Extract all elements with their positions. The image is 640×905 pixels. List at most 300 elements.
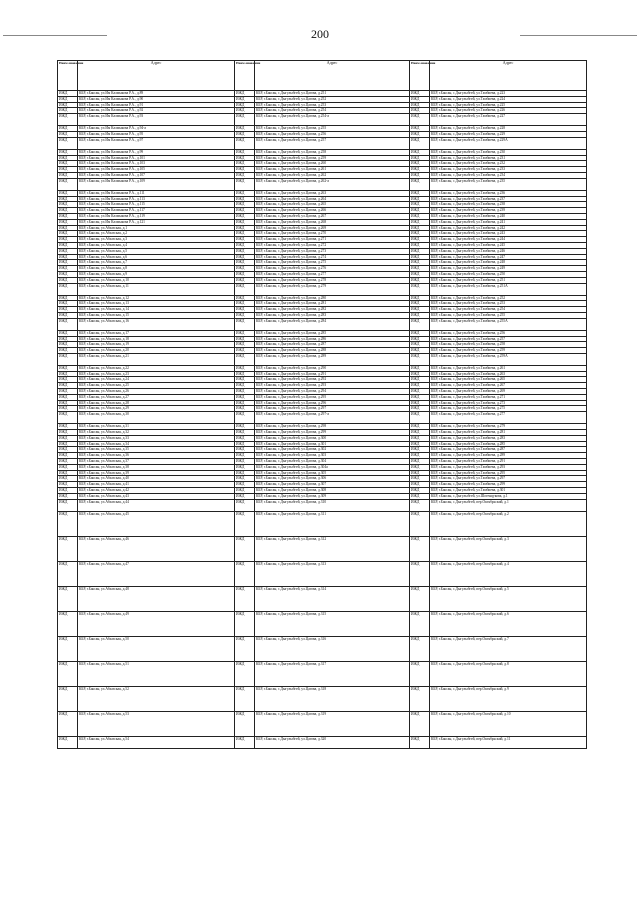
address-cell: КБР, г.Баксан, с.Дыгулыбгей, ул.Тамбиева, д.242 — [430, 225, 587, 231]
object-type-cell: ИЖД — [235, 301, 255, 307]
address-cell: КБР, г.Баксан, ул.Им Калмыкова Р.А., д.89 — [78, 91, 235, 97]
object-type-cell: ИЖД — [58, 91, 78, 97]
object-type-cell: ИЖД — [235, 482, 255, 488]
address-table — [57, 60, 587, 749]
address-cell: КБР, г.Баксан, с.Дыгулыбгей, ул.Цагова, д.260 — [255, 161, 410, 167]
object-type-cell: ИЖД — [58, 126, 78, 132]
object-type-cell: ИЖД — [410, 330, 430, 336]
address-cell: КБР, г.Баксан, с.Дыгулыбгей, ул.Тамбиева, д.301 — [430, 488, 587, 494]
object-type-cell: ИЖД — [410, 149, 430, 155]
object-type-cell: ИЖД — [235, 167, 255, 173]
address-cell: КБР, г.Баксан, ул.Абхазская, д.51 — [78, 661, 235, 686]
object-type-cell: ИЖД — [235, 307, 255, 313]
address-cell: КБР, г.Баксан, ул.Абхазская, д.22 — [78, 365, 235, 371]
table-row — [58, 586, 587, 611]
table-row — [58, 283, 587, 295]
object-type-cell: ИЖД — [235, 383, 255, 389]
object-type-cell: ИЖД — [58, 561, 78, 586]
column-header-address: Адрес — [430, 61, 587, 91]
table-row — [58, 736, 587, 748]
object-type-cell: ИЖД — [58, 412, 78, 424]
address-cell: КБР, г.Баксан, ул.Абхазская, д.23 — [78, 371, 235, 377]
object-type-cell: ИЖД — [410, 383, 430, 389]
address-cell: КБР, г.Баксан, с.Дыгулыбгей, ул.Тамбиева, д.230 — [430, 149, 587, 155]
address-cell: КБР, г.Баксан, с.Дыгулыбгей, ул.Цагова, д.291 — [255, 371, 410, 377]
address-cell: КБР, г.Баксан, с.Дыгулыбгей, пер.Октябрьский, д.1 — [430, 499, 587, 511]
object-type-cell: ИЖД — [410, 536, 430, 561]
address-cell: КБР, г.Баксан, с.Дыгулыбгей, пер.Октябрьский, д.11 — [430, 736, 587, 748]
object-type-cell: ИЖД — [235, 711, 255, 736]
address-cell: КБР, г.Баксан, ул.Абхазская, д.43 — [78, 493, 235, 499]
object-type-cell: ИЖД — [58, 353, 78, 365]
object-type-cell: ИЖД — [410, 91, 430, 97]
object-type-cell: ИЖД — [235, 371, 255, 377]
address-cell: КБР, г.Баксан, ул.Абхазская, д.32 — [78, 430, 235, 436]
address-cell: КБР, г.Баксан, ул.Им Калмыкова Р.А., д.121 — [78, 219, 235, 225]
address-cell: КБР, г.Баксан, с.Дыгулыбгей, ул.Тамбиева, д.227 — [430, 114, 587, 126]
object-type-cell: ИЖД — [410, 561, 430, 586]
address-cell: КБР, г.Баксан, с.Дыгулыбгей, ул.Цагова, д.252 — [255, 96, 410, 102]
object-type-cell: ИЖД — [58, 96, 78, 102]
address-cell: КБР, г.Баксан, ул.Абхазская, д.16 — [78, 318, 235, 330]
address-cell: КБР, г.Баксан, ул.Им Калмыкова Р.А., д.93 — [78, 114, 235, 126]
object-type-cell: ИЖД — [410, 464, 430, 470]
object-type-cell: ИЖД — [235, 248, 255, 254]
object-type-cell: ИЖД — [58, 736, 78, 748]
address-cell: КБР, г.Баксан, с.Дыгулыбгей, ул.Тамбиева, д.254 — [430, 307, 587, 313]
object-type-cell: ИЖД — [235, 686, 255, 711]
object-type-cell: ИЖД — [58, 377, 78, 383]
object-type-cell: ИЖД — [58, 464, 78, 470]
address-cell: КБР, г.Баксан, с.Дыгулыбгей, ул.Цагова, д.256 — [255, 131, 410, 137]
object-type-cell: ИЖД — [235, 389, 255, 395]
address-cell: КБР, г.Баксан, с.Дыгулыбгей, ул.Тамбиева, д.224 — [430, 96, 587, 102]
address-cell: КБР, г.Баксан, с.Дыгулыбгей, пер.Октябрьский, д.9 — [430, 686, 587, 711]
address-cell: КБР, г.Баксан, с.Дыгулыбгей, ул.Цагова, д.269 — [255, 225, 410, 231]
address-cell: КБР, г.Баксан, ул.Абхазская, д.19 — [78, 342, 235, 348]
object-type-cell: ИЖД — [235, 196, 255, 202]
address-cell: КБР, г.Баксан, с.Дыгулыбгей, ул.Цагова, д.305 — [255, 470, 410, 476]
address-cell: КБР, г.Баксан, с.Дыгулыбгей, ул.Тамбиева, д.295 — [430, 470, 587, 476]
object-type-cell: ИЖД — [235, 254, 255, 260]
object-type-cell: ИЖД — [58, 137, 78, 149]
address-cell: КБР, г.Баксан, с.Дыгулыбгей, ул.Цагова, д.293 — [255, 383, 410, 389]
address-cell: КБР, г.Баксан, с.Дыгулыбгей, ул.Цагова, д.316 — [255, 636, 410, 661]
object-type-cell: ИЖД — [235, 213, 255, 219]
object-type-cell: ИЖД — [410, 178, 430, 190]
address-cell: КБР, г.Баксан, с.Дыгулыбгей, ул.Цагова, д.307 — [255, 482, 410, 488]
address-cell: КБР, г.Баксан, с.Дыгулыбгей, ул.Цагова, д.265 — [255, 202, 410, 208]
address-cell: КБР, г.Баксан, с.Дыгулыбгей, ул.Цагова, д.286 — [255, 336, 410, 342]
object-type-cell: ИЖД — [235, 295, 255, 301]
table-row — [58, 686, 587, 711]
object-type-cell: ИЖД — [410, 371, 430, 377]
address-cell: КБР, г.Баксан, с.Дыгулыбгей, ул.Цагова, д.303 — [255, 453, 410, 459]
object-type-cell: ИЖД — [235, 511, 255, 536]
address-cell: КБР, г.Баксан, ул.Им Калмыкова Р.А., д.99 — [78, 149, 235, 155]
object-type-cell: ИЖД — [410, 307, 430, 313]
object-type-cell: ИЖД — [235, 231, 255, 237]
object-type-cell: ИЖД — [58, 536, 78, 561]
object-type-cell: ИЖД — [58, 394, 78, 400]
object-type-cell: ИЖД — [235, 283, 255, 295]
object-type-cell: ИЖД — [410, 312, 430, 318]
object-type-cell: ИЖД — [58, 453, 78, 459]
object-type-cell: ИЖД — [58, 237, 78, 243]
address-cell: КБР, г.Баксан, с.Дыгулыбгей, ул.Цагова, д.255 — [255, 126, 410, 132]
object-type-cell: ИЖД — [235, 424, 255, 430]
address-cell: КБР, г.Баксан, ул.Абхазская, д.39 — [78, 470, 235, 476]
table-body — [58, 91, 587, 749]
address-cell: КБР, г.Баксан, с.Дыгулыбгей, ул.Цагова, д.315 — [255, 611, 410, 636]
address-cell: КБР, г.Баксан, с.Дыгулыбгей, ул.Цагова, д.278 — [255, 277, 410, 283]
object-type-cell: ИЖД — [235, 161, 255, 167]
object-type-cell: ИЖД — [410, 108, 430, 114]
object-type-cell: ИЖД — [235, 441, 255, 447]
address-cell: КБР, г.Баксан, ул.Им Калмыкова Р.А., д.91 — [78, 102, 235, 108]
address-cell: КБР, г.Баксан, с.Дыгулыбгей, ул.Тамбиева, д.277 — [430, 412, 587, 424]
address-cell: КБР, г.Баксан, с.Дыгулыбгей, пер.Октябрьский, д.7 — [430, 636, 587, 661]
object-type-cell: ИЖД — [235, 172, 255, 178]
object-type-cell: ИЖД — [235, 406, 255, 412]
address-cell: КБР, г.Баксан, с.Дыгулыбгей, ул.Тамбиева, д.225 — [430, 102, 587, 108]
object-type-cell: ИЖД — [58, 661, 78, 686]
address-cell: КБР, г.Баксан, с.Дыгулыбгей, ул.Тамбиева, д.299 — [430, 482, 587, 488]
object-type-cell: ИЖД — [58, 312, 78, 318]
address-cell: КБР, г.Баксан, с.Дыгулыбгей, ул.Цагова, д.308 — [255, 488, 410, 494]
object-type-cell: ИЖД — [235, 208, 255, 214]
object-type-cell: ИЖД — [58, 383, 78, 389]
object-type-cell: ИЖД — [58, 248, 78, 254]
address-cell: КБР, г.Баксан, ул.Абхазская, д.29 — [78, 406, 235, 412]
object-type-cell: ИЖД — [235, 342, 255, 348]
address-cell: КБР, г.Баксан, ул.Абхазская, д.7 — [78, 260, 235, 266]
object-type-cell: ИЖД — [235, 430, 255, 436]
object-type-cell: ИЖД — [410, 412, 430, 424]
address-cell: КБР, г.Баксан, с.Дыгулыбгей, пер.Октябрьский, д.5 — [430, 586, 587, 611]
address-cell: КБР, г.Баксан, с.Дыгулыбгей, ул.Тамбиева, д.259 — [430, 348, 587, 354]
address-cell: КБР, г.Баксан, с.Дыгулыбгей, ул.Тамбиева, д.233 — [430, 167, 587, 173]
object-type-cell: ИЖД — [410, 435, 430, 441]
object-type-cell: ИЖД — [58, 161, 78, 167]
address-cell: КБР, г.Баксан, ул.Абхазская, д.1 — [78, 225, 235, 231]
address-cell: КБР, г.Баксан, с.Дыгулыбгей, ул.Цагова, д.301 — [255, 441, 410, 447]
object-type-cell: ИЖД — [410, 260, 430, 266]
address-cell: КБР, г.Баксан, с.Дыгулыбгей, ул.Цагова, д.318 — [255, 686, 410, 711]
table-row — [58, 318, 587, 330]
table-row — [58, 412, 587, 424]
object-type-cell: ИЖД — [410, 342, 430, 348]
object-type-cell: ИЖД — [58, 219, 78, 225]
object-type-cell: ИЖД — [235, 266, 255, 272]
object-type-cell: ИЖД — [58, 271, 78, 277]
address-cell: КБР, г.Баксан, ул.Абхазская, д.41 — [78, 482, 235, 488]
address-cell: КБР, г.Баксан, ул.Абхазская, д.48 — [78, 586, 235, 611]
object-type-cell: ИЖД — [410, 213, 430, 219]
object-type-cell: ИЖД — [410, 283, 430, 295]
address-cell: КБР, г.Баксан, с.Дыгулыбгей, ул.Цагова, д.292 — [255, 377, 410, 383]
object-type-cell: ИЖД — [235, 155, 255, 161]
object-type-cell: ИЖД — [58, 711, 78, 736]
address-cell: КБР, г.Баксан, ул.Абхазская, д.21 — [78, 353, 235, 365]
object-type-cell: ИЖД — [235, 312, 255, 318]
table-row — [58, 636, 587, 661]
object-type-cell: ИЖД — [235, 353, 255, 365]
address-cell: КБР, г.Баксан, с.Дыгулыбгей, ул.Тамбиева, д.238 — [430, 202, 587, 208]
object-type-cell: ИЖД — [58, 167, 78, 173]
address-cell: КБР, г.Баксан, ул.Абхазская, д.40 — [78, 476, 235, 482]
object-type-cell: ИЖД — [235, 536, 255, 561]
object-type-cell: ИЖД — [58, 348, 78, 354]
address-cell: КБР, г.Баксан, ул.Им Калмыкова Р.А., д.109 — [78, 178, 235, 190]
object-type-cell: ИЖД — [58, 636, 78, 661]
object-type-cell: ИЖД — [410, 394, 430, 400]
address-cell: КБР, г.Баксан, с.Дыгулыбгей, ул.Цагова, д.296 — [255, 400, 410, 406]
address-cell: КБР, г.Баксан, с.Дыгулыбгей, ул.Тамбиева, д.285 — [430, 441, 587, 447]
address-cell: КБР, г.Баксан, с.Дыгулыбгей, ул.Тамбиева, д.283 — [430, 435, 587, 441]
address-cell: КБР, г.Баксан, с.Дыгулыбгей, ул.Цагова, д.254 — [255, 108, 410, 114]
object-type-cell: ИЖД — [410, 225, 430, 231]
address-cell: КБР, г.Баксан, с.Дыгулыбгей, ул.Цагова, д.281 — [255, 301, 410, 307]
address-cell: КБР, г.Баксан, ул.Абхазская, д.49 — [78, 611, 235, 636]
address-cell: КБР, г.Баксан, ул.Абхазская, д.20 — [78, 348, 235, 354]
object-type-cell: ИЖД — [410, 248, 430, 254]
address-cell: КБР, г.Баксан, с.Дыгулыбгей, ул.Цагова, д.284 — [255, 318, 410, 330]
object-type-cell: ИЖД — [58, 301, 78, 307]
column-header-name: Наим енова ние — [410, 61, 430, 91]
object-type-cell: ИЖД — [410, 459, 430, 465]
address-cell: КБР, г.Баксан, ул.Абхазская, д.12 — [78, 295, 235, 301]
address-cell: КБР, г.Баксан, с.Дыгулыбгей, ул.Тамбиева, д.251 — [430, 277, 587, 283]
object-type-cell: ИЖД — [410, 131, 430, 137]
object-type-cell: ИЖД — [235, 219, 255, 225]
address-cell: КБР, г.Баксан, ул.Абхазская, д.38 — [78, 464, 235, 470]
address-cell: КБР, г.Баксан, с.Дыгулыбгей, ул.Цагова, д.302 — [255, 447, 410, 453]
address-cell: КБР, г.Баксан, с.Дыгулыбгей, ул.Тамбиева, д.249 — [430, 266, 587, 272]
address-cell: КБР, г.Баксан, ул.Абхазская, д.44 — [78, 499, 235, 511]
scan-artifact-line — [3, 35, 107, 36]
address-cell: КБР, г.Баксан, с.Дыгулыбгей, ул.Тамбиева, д.269 — [430, 389, 587, 395]
address-cell: КБР, г.Баксан, с.Дыгулыбгей, ул.Цагова, д.290 — [255, 365, 410, 371]
object-type-cell: ИЖД — [410, 155, 430, 161]
address-cell: КБР, г.Баксан, с.Дыгулыбгей, ул.Тамбиева, д.232 — [430, 161, 587, 167]
address-cell: КБР, г.Баксан, с.Дыгулыбгей, ул.Тамбиева, д.263 — [430, 371, 587, 377]
column-header-address: Адрес — [255, 61, 410, 91]
object-type-cell: ИЖД — [58, 424, 78, 430]
address-cell: КБР, г.Баксан, ул.Абхазская, д.18 — [78, 336, 235, 342]
object-type-cell: ИЖД — [410, 470, 430, 476]
address-cell: КБР, г.Баксан, ул.Абхазская, д.37 — [78, 459, 235, 465]
object-type-cell: ИЖД — [58, 330, 78, 336]
object-type-cell: ИЖД — [410, 586, 430, 611]
object-type-cell: ИЖД — [58, 482, 78, 488]
object-type-cell: ИЖД — [410, 137, 430, 149]
object-type-cell: ИЖД — [410, 167, 430, 173]
object-type-cell: ИЖД — [58, 190, 78, 196]
address-cell: КБР, г.Баксан, с.Дыгулыбгей, ул.Цагова, д.273 — [255, 248, 410, 254]
object-type-cell: ИЖД — [410, 202, 430, 208]
address-cell: КБР, г.Баксан, с.Дыгулыбгей, ул.Тамбиева, д.253 — [430, 301, 587, 307]
address-cell: КБР, г.Баксан, с.Дыгулыбгей, ул.Тамбиева, д.223 — [430, 91, 587, 97]
object-type-cell: ИЖД — [235, 137, 255, 149]
object-type-cell: ИЖД — [410, 365, 430, 371]
address-cell: КБР, г.Баксан, с.Дыгулыбгей, ул.Тамбиева, д.297 — [430, 476, 587, 482]
address-cell: КБР, г.Баксан, с.Дыгулыбгей, ул.Цагова, д.285 — [255, 330, 410, 336]
address-cell: КБР, г.Баксан, ул.Абхазская, д.24 — [78, 377, 235, 383]
object-type-cell: ИЖД — [235, 202, 255, 208]
table-row — [58, 178, 587, 190]
column-header-address: Адрес — [78, 61, 235, 91]
object-type-cell: ИЖД — [58, 242, 78, 248]
address-cell: КБР, г.Баксан, с.Дыгулыбгей, ул.Цагова, д.283 — [255, 312, 410, 318]
address-cell: КБР, г.Баксан, с.Дыгулыбгей, пер.Октябрьский, д.10 — [430, 711, 587, 736]
address-cell: КБР, г.Баксан, с.Дыгулыбгей, ул.Цагова, д.297-а — [255, 412, 410, 424]
object-type-cell: ИЖД — [58, 342, 78, 348]
object-type-cell: ИЖД — [235, 476, 255, 482]
address-cell: КБР, г.Баксан, ул.Им Калмыкова Р.А., д.90 — [78, 96, 235, 102]
object-type-cell: ИЖД — [58, 225, 78, 231]
object-type-cell: ИЖД — [235, 453, 255, 459]
object-type-cell: ИЖД — [410, 271, 430, 277]
object-type-cell: ИЖД — [410, 424, 430, 430]
object-type-cell: ИЖД — [410, 96, 430, 102]
address-cell: КБР, г.Баксан, ул.Абхазская, д.35 — [78, 447, 235, 453]
object-type-cell: ИЖД — [58, 488, 78, 494]
table-row — [58, 611, 587, 636]
object-type-cell: ИЖД — [58, 283, 78, 295]
object-type-cell: ИЖД — [410, 102, 430, 108]
address-cell: КБР, г.Баксан, с.Дыгулыбгей, ул.Цагова, д.259 — [255, 155, 410, 161]
address-cell: КБР, г.Баксан, с.Дыгулыбгей, ул.Цагова, д.300 — [255, 435, 410, 441]
object-type-cell: ИЖД — [58, 254, 78, 260]
address-cell: КБР, г.Баксан, с.Дыгулыбгей, ул.Тамбиева, д.273 — [430, 400, 587, 406]
address-cell: КБР, г.Баксан, ул.Абхазская, д.26 — [78, 389, 235, 395]
object-type-cell: ИЖД — [235, 91, 255, 97]
address-cell: КБР, г.Баксан, с.Дыгулыбгей, ул.Цагова, д.258 — [255, 149, 410, 155]
address-cell: КБР, г.Баксан, ул.Абхазская, д.17 — [78, 330, 235, 336]
address-cell: КБР, г.Баксан, с.Дыгулыбгей, ул.Тамбиева, д.240 — [430, 213, 587, 219]
address-cell: КБР, г.Баксан, с.Дыгулыбгей, ул.Тамбиева, д.234 — [430, 172, 587, 178]
address-cell: КБР, г.Баксан, ул.Абхазская, д.9 — [78, 271, 235, 277]
object-type-cell: ИЖД — [410, 711, 430, 736]
address-cell: КБР, г.Баксан, с.Дыгулыбгей, ул.Цагова, д.310 — [255, 499, 410, 511]
address-cell: КБР, г.Баксан, с.Дыгулыбгей, ул.Тамбиева, д.256 — [430, 330, 587, 336]
object-type-cell: ИЖД — [410, 237, 430, 243]
address-cell: КБР, г.Баксан, с.Дыгулыбгей, ул.Цагова, д.271 — [255, 237, 410, 243]
address-cell: КБР, г.Баксан, с.Дыгулыбгей, ул.Цагова, д.267 — [255, 213, 410, 219]
address-cell: КБР, г.Баксан, с.Дыгулыбгей, ул.Цагова, д.275 — [255, 260, 410, 266]
object-type-cell: ИЖД — [235, 330, 255, 336]
address-cell: КБР, г.Баксан, ул.Абхазская, д.31 — [78, 424, 235, 430]
object-type-cell: ИЖД — [235, 348, 255, 354]
address-cell: КБР, г.Баксан, с.Дыгулыбгей, ул.Тамбиева, д.265 — [430, 377, 587, 383]
address-cell: КБР, г.Баксан, с.Дыгулыбгей, ул.Тамбиева, д.229 — [430, 131, 587, 137]
object-type-cell: ИЖД — [58, 102, 78, 108]
object-type-cell: ИЖД — [410, 661, 430, 686]
address-cell: КБР, г.Баксан, ул.Абхазская, д.47 — [78, 561, 235, 586]
object-type-cell: ИЖД — [410, 611, 430, 636]
object-type-cell: ИЖД — [58, 231, 78, 237]
object-type-cell: ИЖД — [235, 225, 255, 231]
object-type-cell: ИЖД — [410, 318, 430, 330]
object-type-cell: ИЖД — [58, 155, 78, 161]
object-type-cell: ИЖД — [58, 435, 78, 441]
object-type-cell: ИЖД — [58, 365, 78, 371]
address-cell: КБР, г.Баксан, с.Дыгулыбгей, ул.Цагова, д.289 — [255, 353, 410, 365]
object-type-cell: ИЖД — [410, 493, 430, 499]
object-type-cell: ИЖД — [410, 295, 430, 301]
address-cell: КБР, г.Баксан, с.Дыгулыбгей, ул.Тамбиева, д.267 — [430, 383, 587, 389]
address-cell: КБР, г.Баксан, ул.Абхазская, д.11 — [78, 283, 235, 295]
object-type-cell: ИЖД — [58, 131, 78, 137]
object-type-cell: ИЖД — [235, 114, 255, 126]
address-cell: КБР, г.Баксан, с.Дыгулыбгей, ул.Цагова, д.257 — [255, 137, 410, 149]
object-type-cell: ИЖД — [58, 336, 78, 342]
address-cell: КБР, г.Баксан, с.Дыгулыбгей, ул.Тамбиева, д.246 — [430, 248, 587, 254]
table-header-row — [58, 61, 587, 91]
column-header-name: Наим енова ние — [235, 61, 255, 91]
address-cell: КБР, г.Баксан, с.Дыгулыбгей, ул.Тамбиева, д.287 — [430, 447, 587, 453]
address-cell: КБР, г.Баксан, с.Дыгулыбгей, ул.Цагова, д.261 — [255, 167, 410, 173]
address-cell: КБР, г.Баксан, ул.Абхазская, д.25 — [78, 383, 235, 389]
address-cell: КБР, г.Баксан, с.Дыгулыбгей, ул.Тамбиева, д.243 — [430, 231, 587, 237]
object-type-cell: ИЖД — [410, 219, 430, 225]
object-type-cell: ИЖД — [235, 242, 255, 248]
address-cell: КБР, г.Баксан, с.Дыгулыбгей, ул.Цагова, д.274 — [255, 254, 410, 260]
address-cell: КБР, г.Баксан, ул.Абхазская, д.52 — [78, 686, 235, 711]
address-cell: КБР, г.Баксан, ул.Абхазская, д.13 — [78, 301, 235, 307]
address-cell: КБР, г.Баксан, с.Дыгулыбгей, ул.Цагова, д.304 — [255, 459, 410, 465]
address-cell: КБР, г.Баксан, с.Дыгулыбгей, ул.Тамбиева, д.252 — [430, 295, 587, 301]
object-type-cell: ИЖД — [58, 430, 78, 436]
object-type-cell: ИЖД — [410, 447, 430, 453]
object-type-cell: ИЖД — [235, 149, 255, 155]
object-type-cell: ИЖД — [235, 277, 255, 283]
address-cell: КБР, г.Баксан, с.Дыгулыбгей, ул.Цагова, д.304а — [255, 464, 410, 470]
address-cell: КБР, г.Баксан, с.Дыгулыбгей, ул.Цагова, д.263 — [255, 190, 410, 196]
address-cell: КБР, г.Баксан, с.Дыгулыбгей, ул.Цагова, д.319 — [255, 711, 410, 736]
object-type-cell: ИЖД — [58, 114, 78, 126]
address-cell: КБР, г.Баксан, с.Дыгулыбгей, ул.Тамбиева, д.229А — [430, 137, 587, 149]
address-cell: КБР, г.Баксан, ул.Абхазская, д.3 — [78, 237, 235, 243]
address-cell: КБР, г.Баксан, с.Дыгулыбгей, ул.Тамбиева, д.226 — [430, 108, 587, 114]
address-cell: КБР, г.Баксан, с.Дыгулыбгей, ул.Цагова, д.280 — [255, 295, 410, 301]
address-cell: КБР, г.Баксан, с.Дыгулыбгей, ул.Цагова, д.276 — [255, 266, 410, 272]
object-type-cell: ИЖД — [235, 365, 255, 371]
address-cell: КБР, г.Баксан, с.Дыгулыбгей, ул.Цагова, д.268 — [255, 219, 410, 225]
object-type-cell: ИЖД — [410, 336, 430, 342]
object-type-cell: ИЖД — [410, 190, 430, 196]
object-type-cell: ИЖД — [58, 459, 78, 465]
address-cell: КБР, г.Баксан, с.Дыгулыбгей, ул.Цагова, д.282 — [255, 307, 410, 313]
address-cell: КБР, г.Баксан, ул.Абхазская, д.36 — [78, 453, 235, 459]
object-type-cell: ИЖД — [410, 114, 430, 126]
object-type-cell: ИЖД — [235, 586, 255, 611]
address-cell: КБР, г.Баксан, с.Дыгулыбгей, ул.Цагова, д.312 — [255, 536, 410, 561]
address-cell: КБР, г.Баксан, с.Дыгулыбгей, ул.Цагова, д.272 — [255, 242, 410, 248]
table-row — [58, 511, 587, 536]
object-type-cell: ИЖД — [410, 254, 430, 260]
object-type-cell: ИЖД — [410, 430, 430, 436]
table-row — [58, 114, 587, 126]
object-type-cell: ИЖД — [410, 353, 430, 365]
object-type-cell: ИЖД — [235, 260, 255, 266]
address-cell: КБР, г.Баксан, ул.Абхазская, д.50 — [78, 636, 235, 661]
address-cell: КБР, г.Баксан, ул.Им Калмыкова Р.А., д.111 — [78, 190, 235, 196]
address-cell: КБР, г.Баксан, с.Дыгулыбгей, ул.Тамбиева, д.241 — [430, 219, 587, 225]
address-cell: КБР, г.Баксан, ул.Им Калмыкова Р.А., д.107 — [78, 172, 235, 178]
address-cell: КБР, г.Баксан, с.Дыгулыбгей, ул.Тамбиева, д.236 — [430, 190, 587, 196]
